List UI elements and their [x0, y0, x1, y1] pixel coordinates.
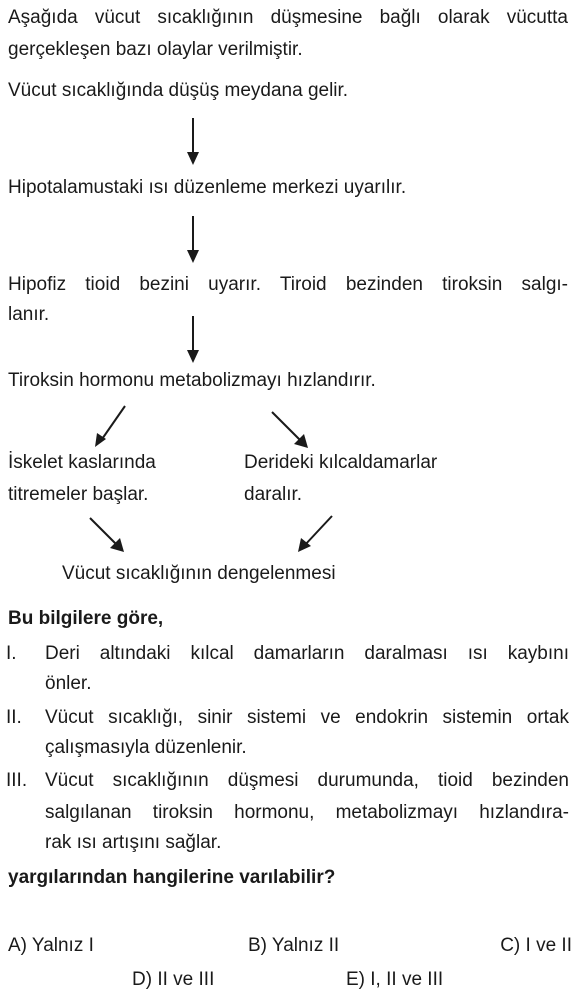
- option-a[interactable]: A) Yalnız I: [8, 935, 94, 956]
- down-right-arrow-icon: [88, 516, 126, 554]
- option-b[interactable]: B) Yalnız II: [248, 935, 340, 956]
- flow-step-3-line-1: Hipofiz tioid bezini uyarır. Tiroid bezinden tiroksin salgı-: [8, 274, 568, 295]
- flow-step-4: Tiroksin hormonu metabolizmayı hızlandırır.: [8, 370, 376, 391]
- statement-line: Vücut sıcaklığının düşmesi durumunda, tioid bezinden: [45, 770, 569, 791]
- flow-step-3-line-2: lanır.: [8, 304, 50, 325]
- left-branch-line-2: titremeler başlar.: [8, 484, 149, 505]
- statement-numeral: I.: [6, 643, 17, 664]
- statement-line: rak ısı artışını sağlar.: [45, 832, 222, 853]
- option-e[interactable]: E) I, II ve III: [346, 969, 444, 990]
- down-arrow-icon: [185, 118, 201, 166]
- statement-line: salgılanan tiroksin hormonu, metabolizmayı hızlandıra-: [45, 802, 569, 823]
- down-right-arrow-icon: [270, 410, 310, 450]
- question-tail: yargılarından hangilerine varılabilir?: [8, 867, 336, 888]
- statement-numeral: II.: [6, 707, 22, 728]
- statement-numeral: III.: [6, 770, 28, 791]
- statement-line: Vücut sıcaklığı, sinir sistemi ve endokrin sistemin ortak: [45, 707, 569, 728]
- intro-line-2: gerçekleşen bazı olaylar verilmiştir.: [8, 39, 303, 60]
- statement-line: Deri altındaki kılcal damarların daralması ısı kaybını: [45, 643, 569, 664]
- down-arrow-icon: [185, 316, 201, 364]
- question-lead: Bu bilgilere göre,: [8, 608, 164, 629]
- down-left-arrow-icon: [94, 404, 128, 448]
- flow-step-1: Vücut sıcaklığında düşüş meydana gelir.: [8, 80, 349, 101]
- intro-line-1: Aşağıda vücut sıcaklığının düşmesine bağlı olarak vücutta: [8, 7, 568, 28]
- right-branch-line-1: Derideki kılcaldamarlar: [244, 452, 438, 473]
- left-branch-line-1: İskelet kaslarında: [8, 452, 156, 473]
- down-arrow-icon: [185, 216, 201, 264]
- option-d[interactable]: D) II ve III: [132, 969, 215, 990]
- flow-result: Vücut sıcaklığının dengelenmesi: [62, 563, 336, 584]
- down-left-arrow-icon: [297, 514, 335, 554]
- statement-line: önler.: [45, 673, 92, 694]
- flow-step-2: Hipotalamustaki ısı düzenleme merkezi uyarılır.: [8, 177, 407, 198]
- right-branch-line-2: daralır.: [244, 484, 303, 505]
- option-c[interactable]: C) I ve II: [500, 935, 572, 956]
- statement-line: çalışmasıyla düzenlenir.: [45, 737, 247, 758]
